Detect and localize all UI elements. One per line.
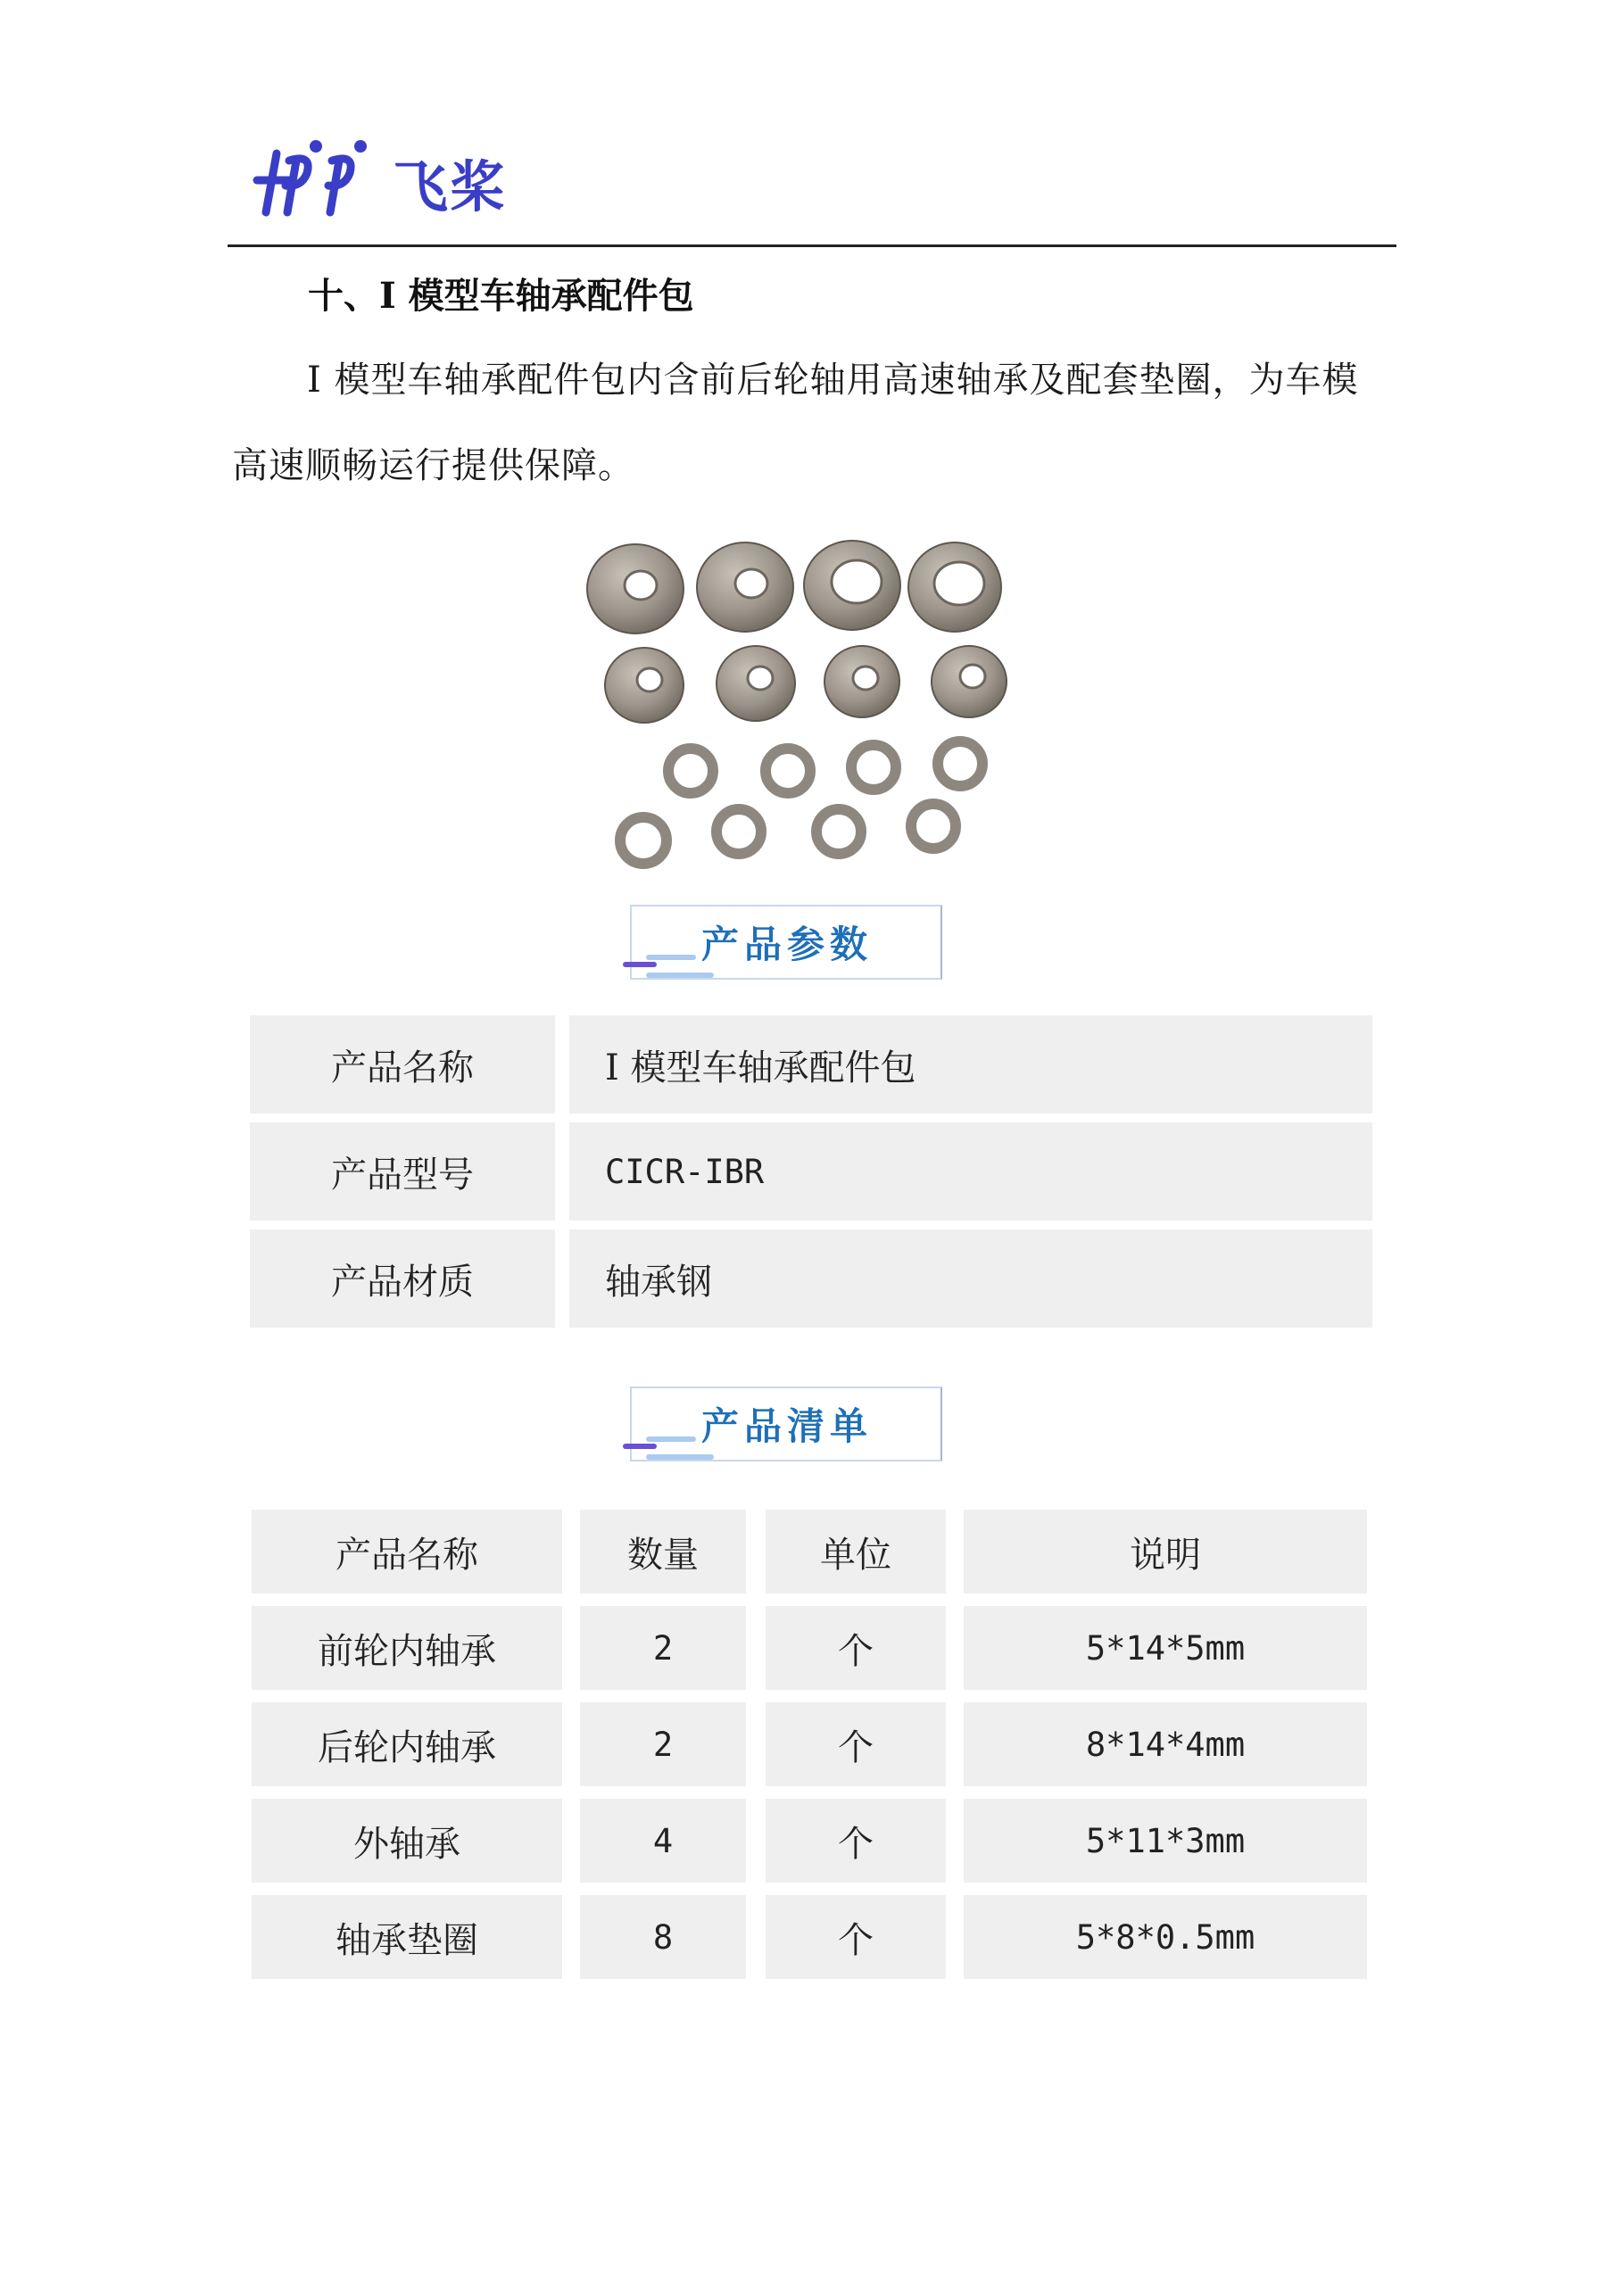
param-value: CICR-IBR [569, 1122, 1372, 1221]
table-cell-qty: 2 [580, 1606, 746, 1690]
table-cell-qty: 8 [580, 1895, 746, 1979]
heading-accent-bar [623, 1444, 657, 1449]
heading-accent-bar [646, 973, 714, 978]
section-title: 十、I 模型车轴承配件包 [308, 275, 694, 317]
logo-text: 飞桨 [393, 154, 508, 219]
table-cell-desc: 8*14*4mm [964, 1702, 1367, 1786]
list-heading-label: 产品清单 [701, 1404, 874, 1448]
column-header: 说明 [964, 1510, 1367, 1594]
param-label: 产品名称 [250, 1015, 555, 1114]
heading-accent-bar [646, 1454, 714, 1460]
heading-accent-bar [646, 955, 696, 960]
table-cell-name: 后轮内轴承 [252, 1702, 562, 1786]
heading-accent-bar [623, 962, 657, 967]
table-cell-unit: 个 [766, 1606, 946, 1690]
param-value: 轴承钢 [569, 1229, 1372, 1328]
bearing-kit-image [580, 535, 1026, 874]
table-cell-unit: 个 [766, 1702, 946, 1786]
table-cell-qty: 4 [580, 1799, 746, 1883]
list-heading [623, 1383, 944, 1465]
column-header: 产品名称 [252, 1510, 562, 1594]
table-cell-unit: 个 [766, 1799, 946, 1883]
heading-accent-bar [646, 1436, 696, 1442]
table-cell-unit: 个 [766, 1895, 946, 1979]
table-cell-desc: 5*14*5mm [964, 1606, 1367, 1690]
intro-paragraph: I 模型车轴承配件包内含前后轮轴用高速轴承及配套垫圈，为车模高速顺畅运行提供保障。 [232, 360, 1359, 486]
table-cell-qty: 2 [580, 1702, 746, 1786]
param-label: 产品材质 [250, 1229, 555, 1328]
table-cell-name: 外轴承 [252, 1799, 562, 1883]
table-cell-name: 轴承垫圈 [252, 1895, 562, 1979]
table-cell-desc: 5*8*0.5mm [964, 1895, 1367, 1979]
params-heading-label: 产品参数 [701, 923, 874, 966]
column-header: 单位 [766, 1510, 946, 1594]
column-header: 数量 [580, 1510, 746, 1594]
param-value: I 模型车轴承配件包 [569, 1015, 1372, 1114]
header-divider [228, 244, 1396, 247]
table-cell-desc: 5*11*3mm [964, 1799, 1367, 1883]
param-label: 产品型号 [250, 1122, 555, 1221]
table-cell-name: 前轮内轴承 [252, 1606, 562, 1690]
params-heading [623, 901, 944, 983]
